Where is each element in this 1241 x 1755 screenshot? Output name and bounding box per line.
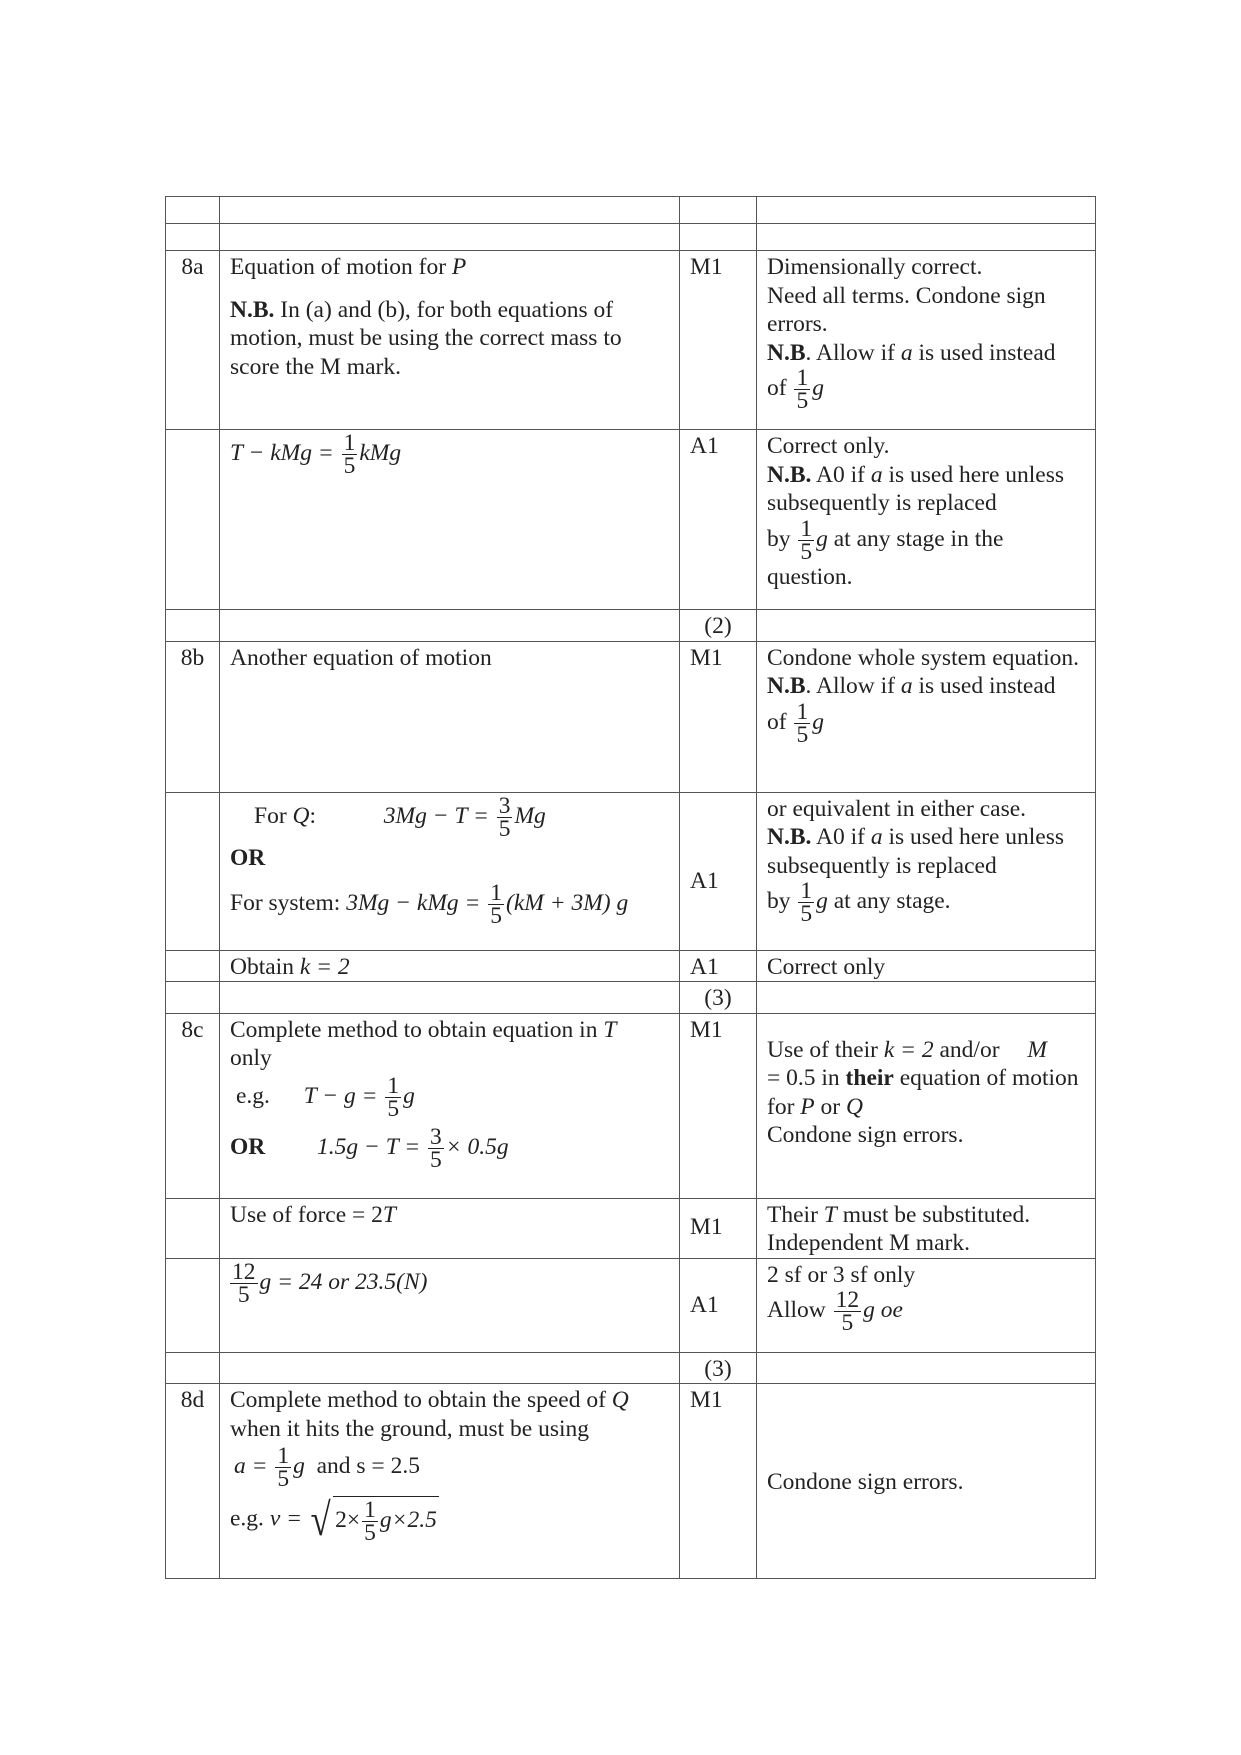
row-8c — [166, 1013, 1096, 1198]
square-root: √ 2× $\frac{1}{5}$ g×2.5 — [310, 1494, 437, 1546]
question-number: 8c — [166, 1013, 220, 1198]
total-marks: (3) — [680, 982, 757, 1014]
scheme-cell: Another equation of motion — [220, 641, 680, 792]
scheme-cell: Complete method to obtain the speed of Q when it hits the ground, must be using a = $\frac{1}{5}$ g and s = 2.5 e.g. v = √ 2× $\frac{1}{5}$ g×2.5 — [220, 1384, 680, 1579]
radical-icon: √ — [310, 1494, 331, 1545]
notes-cell: Use of their k = 2 and/or M = 0.5 in their equation of motion for P or Q Condone sign errors. — [757, 1013, 1096, 1198]
mark: M1 — [680, 1013, 757, 1198]
row-8c-answer — [166, 1258, 1096, 1352]
notes-cell: Correct only — [757, 950, 1096, 982]
notes-cell: Dimensionally correct. Need all terms. Condone sign errors. N.B. Allow if a is used instead of $\frac{1}{5}$ g — [757, 251, 1096, 430]
fraction-twelve-fifths: $\frac{12}{5}$ — [835, 1287, 860, 1336]
notes-cell: or equivalent in either case. N.B. A0 if a is used here unless subsequently is replaced by $\frac{1}{5}$ g at any stage. — [757, 792, 1096, 950]
mark: A1 — [680, 950, 757, 982]
mark: M1 — [680, 641, 757, 792]
fraction-one-fifth: $\frac{1}{5}$ — [800, 515, 813, 565]
fraction-one-fifth: $\frac{1}{5}$ — [364, 1497, 376, 1546]
scheme-cell: $\frac{12}{5}$ g = 24 or 23.5(N) — [220, 1258, 680, 1352]
question-number: 8d — [166, 1384, 220, 1579]
fraction-three-fifths: $\frac{3}{5}$ — [498, 792, 511, 842]
row-8b-equations — [166, 792, 1096, 950]
row-8d — [166, 1384, 1096, 1579]
total-row — [166, 1352, 1096, 1384]
scheme-cell: Obtain k = 2 — [220, 950, 680, 982]
fraction-one-fifth: $\frac{1}{5}$ — [343, 430, 356, 479]
total-row — [166, 610, 1096, 642]
row-8a-equation — [166, 430, 1096, 610]
total-marks: (3) — [680, 1352, 757, 1384]
fraction-one-fifth: $\frac{1}{5}$ — [796, 365, 809, 414]
fraction-one-fifth: $\frac{1}{5}$ — [490, 880, 503, 929]
mark: A1 — [680, 1258, 757, 1352]
notes-cell: Condone whole system equation. N.B. Allow if a is used instead of $\frac{1}{5}$ g — [757, 641, 1096, 792]
mark: M1 — [680, 1198, 757, 1258]
mark: M1 — [680, 251, 757, 430]
mark: M1 — [680, 1384, 757, 1579]
scheme-cell: For Q: 3Mg − T = $\frac{3}{5}$ Mg OR For system: 3Mg − kMg = $\frac{1}{5}$ (kM + 3M) g — [220, 792, 680, 950]
question-number: 8b — [166, 641, 220, 792]
mark: A1 — [680, 430, 757, 610]
notes-cell: 2 sf or 3 sf only Allow $\frac{12}{5}$ g oe — [757, 1258, 1096, 1352]
fraction-one-fifth: $\frac{1}{5}$ — [277, 1443, 290, 1492]
scheme-cell: T − kMg = $\frac{1}{5}$ kMg — [220, 430, 680, 610]
fraction-one-fifth: $\frac{1}{5}$ — [800, 878, 813, 927]
scheme-cell: Equation of motion for P N.B. In (a) and (b), for both equations of motion, must be using the correct mass to score the M mark. — [220, 251, 680, 430]
notes-cell: Condone sign errors. — [757, 1384, 1096, 1579]
scheme-cell: Use of force = 2T — [220, 1198, 680, 1258]
empty-row — [166, 224, 1096, 251]
row-8c-force — [166, 1198, 1096, 1258]
row-8a — [166, 251, 1096, 430]
scheme-cell: Complete method to obtain equation in T only e.g. T − g = $\frac{1}{5}$ g OR 1.5g − T = $\frac{3}{5}$ × 0.5g — [220, 1013, 680, 1198]
total-marks: (2) — [680, 610, 757, 642]
row-8b — [166, 641, 1096, 792]
mark-scheme-table — [165, 196, 1096, 1579]
row-8b-k — [166, 950, 1096, 982]
fraction-one-fifth: $\frac{1}{5}$ — [796, 698, 809, 748]
question-number: 8a — [166, 251, 220, 430]
empty-row — [166, 197, 1096, 224]
total-row — [166, 982, 1096, 1014]
mark: A1 — [680, 792, 757, 950]
notes-cell: Their T must be substituted. Independent M mark. — [757, 1198, 1096, 1258]
notes-cell: Correct only. N.B. A0 if a is used here unless subsequently is replaced by $\frac{1}{5}$ g at any stage in the question. — [757, 430, 1096, 610]
fraction-twelve-fifths: $\frac{12}{5}$ — [232, 1258, 256, 1308]
fraction-one-fifth: $\frac{1}{5}$ — [387, 1072, 400, 1122]
fraction-three-fifths: $\frac{3}{5}$ — [430, 1123, 442, 1173]
